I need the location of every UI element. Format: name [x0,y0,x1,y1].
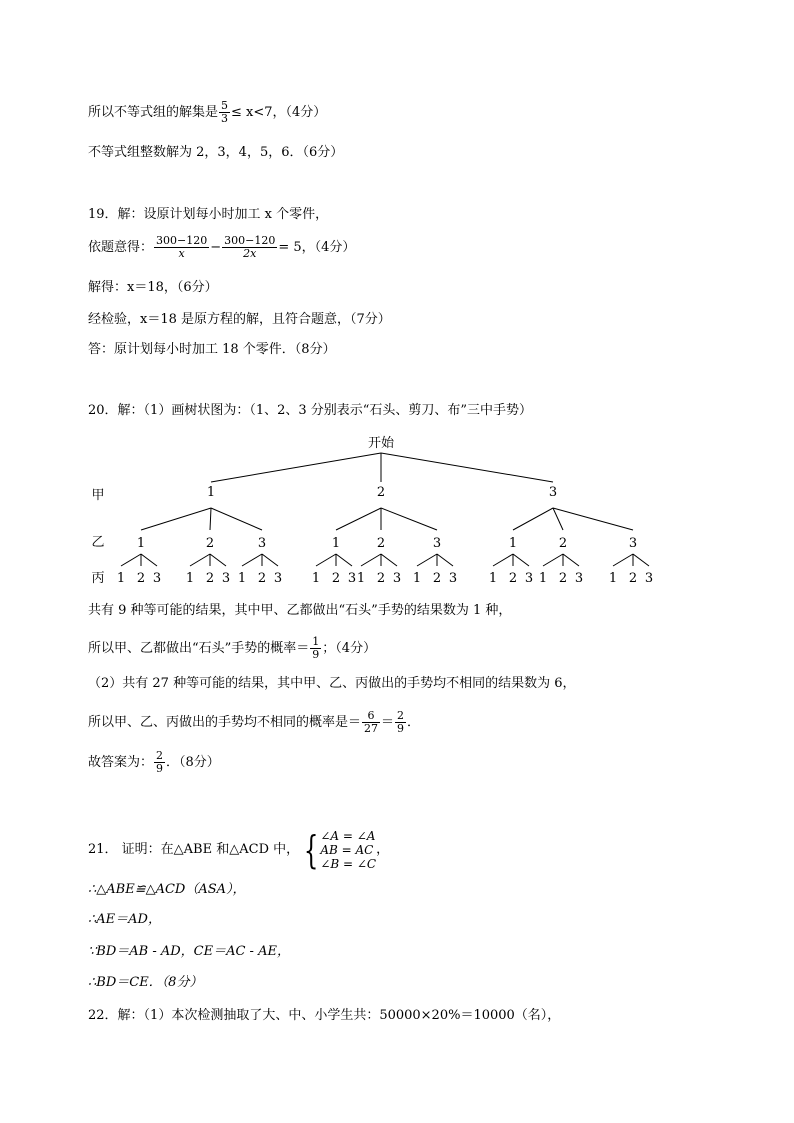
q19-minus: − [210,240,222,255]
q19-eq-prefix: 依题意得： [88,240,154,255]
q21-intro: 21． 证明：在△ABE 和△ACD 中， [88,842,300,857]
q20-final-num: 2 [156,749,164,762]
q21-l4: ∴BD＝CE．（8分） [88,975,203,990]
q19-check: 经检验，x＝18 是原方程的解，且符合题意，（7分） [88,312,391,327]
q20-prob2-suffix: ． [407,715,421,730]
q21-sys1: ∠A = ∠A [320,828,376,843]
q20-part2: （2）共有 27 种等可能的结果，其中甲、乙、丙做出的手势均不相同的结果数为 6， [88,676,576,691]
q21-intro-line [88,828,389,872]
q20-prob1-prefix: 所以甲、乙都做出“石头”手势的概率＝ [88,641,310,656]
q20-prob1-frac [310,636,321,661]
tree-branch-l3 [316,554,336,566]
tree-branch-l3 [493,554,513,566]
q22-intro: 22．解：（1）本次检测抽取了大、中、小学生共：50000×20%＝10000（名）， [88,1008,561,1023]
tree-node-l3: 2 [205,571,215,586]
tree-branch-l3 [190,554,210,566]
tree-node-l3: 3 [347,571,357,586]
tree-branch-l3 [513,554,529,566]
q21-system [320,829,376,871]
q21-l2: ∴AE＝AD， [88,912,161,927]
tree-branch-l1 [211,453,381,482]
tree-node-l3: 3 [273,571,283,586]
q20-prob2-frac2 [395,710,406,735]
tree-node-l2: 2 [205,536,215,551]
tree-node-l3: 2 [376,571,386,586]
tree-node-l3: 1 [311,571,321,586]
tree-node-l1: 2 [376,485,386,500]
q20-prob1-den: 9 [312,648,320,661]
tree-branch-l3 [262,554,278,566]
q21-sys-end: ， [376,842,390,857]
tree-row-label: 甲 [91,488,105,503]
tree-node-l2: 3 [257,536,267,551]
tree-branch-l3 [437,554,453,566]
q20-prob1-num: 1 [312,635,320,648]
q20-prob2-den1: 27 [364,722,379,735]
tree-branch-l3 [141,554,157,566]
q20-prob2-num1: 6 [362,710,380,723]
q19-eq-suffix: = 5，（4分） [278,240,356,255]
tree-branch-l1 [381,453,553,482]
tree-node-l3: 3 [644,571,654,586]
q20-prob2-den2: 9 [397,722,405,735]
tree-node-l3: 2 [558,571,568,586]
tree-node-l3: 3 [448,571,458,586]
ineq-solution-rest: ≤ x<7，（4分） [231,105,327,120]
tree-row-label: 乙 [91,535,105,550]
q19-frac1-num: 300−120 [156,234,208,247]
tree-branch-l2 [211,508,262,530]
tree-node-l3: 1 [488,571,498,586]
tree-branch-l2 [513,508,553,530]
tree-node-l1: 1 [206,485,216,500]
tree-node-l3: 3 [392,571,402,586]
q19-frac2-num: 300−120 [224,234,276,247]
q20-prob2-prefix: 所以甲、乙、丙做出的手势均不相同的概率是＝ [88,715,362,730]
tree-node-l3: 1 [116,571,126,586]
tree-node-l3: 1 [608,571,618,586]
tree-node-l3: 2 [508,571,518,586]
q20-prob2-frac1 [362,710,380,735]
q20-prob1 [88,636,376,661]
tree-row-label: 丙 [91,571,105,586]
tree-branch-l3 [242,554,262,566]
tree-node-l3: 1 [538,571,548,586]
ineq-integer-solutions: 不等式组整数解为 2，3，4，5，6．（6分） [88,145,344,160]
ineq-solution-prefix: 所以不等式组的解集是 [88,105,219,120]
tree-node-l2: 3 [432,536,442,551]
q21-sys3: ∠B = ∠C [320,856,377,871]
tree-node-l3: 3 [574,571,584,586]
tree-node-l3: 2 [331,571,341,586]
tree-branch-l2 [553,508,633,530]
tree-node-l1: 3 [548,485,558,500]
tree-node-l2: 1 [331,536,341,551]
q20-final-frac [154,750,165,775]
q20-final-prefix: 故答案为： [88,755,154,770]
tree-branch-l3 [563,554,579,566]
tree-branch-l3 [633,554,649,566]
tree-node-l3: 1 [185,571,195,586]
tree-branch-l3 [613,554,633,566]
tree-node-l3: 2 [257,571,267,586]
tree-node-l2: 3 [628,536,638,551]
q21-sys2: AB = AC [320,842,374,857]
tree-node-l2: 2 [376,536,386,551]
tree-branch-l3 [210,554,226,566]
q20-prob2-num2: 2 [397,709,405,722]
tree-branch-l3 [121,554,141,566]
tree-node-l2: 1 [136,536,146,551]
q20-final-den: 9 [156,762,164,775]
tree-branch-l2 [553,508,563,530]
tree-node-l3: 1 [412,571,422,586]
q21-l3: ∵BD＝AB - AD，CE＝AC - AE， [88,944,290,959]
q20-result1: 共有 9 种等可能的结果，其中甲、乙都做出“石头”手势的结果数为 1 种， [88,603,512,618]
tree-branch-l3 [361,554,381,566]
tree-node-l2: 2 [558,536,568,551]
tree-node-l3: 3 [524,571,534,586]
tree-node-l3: 2 [628,571,638,586]
q19-intro: 19．解：设原计划每小时加工 x 个零件， [88,207,329,222]
tree-branch-l2 [381,508,437,530]
tree-branch-l3 [417,554,437,566]
q20-prob2 [88,710,420,735]
tree-node-l3: 3 [152,571,162,586]
q19-answer: 答：原计划每小时加工 18 个零件．（8分） [88,342,336,357]
tree-node-l3: 2 [136,571,146,586]
tree-root-label: 开始 [367,436,395,451]
ineq-frac-den: 3 [221,112,229,125]
tree-branch-l3 [336,554,352,566]
q20-prob1-suffix: ；（4分） [322,641,377,656]
tree-branch-l2 [141,508,211,530]
ineq-frac-num: 5 [221,99,229,112]
tree-branch-l3 [543,554,563,566]
tree-node-l3: 3 [221,571,231,586]
tree-node-l3: 2 [432,571,442,586]
tree-branch-l2 [210,508,211,530]
q20-final [88,750,220,775]
tree-node-l3: 1 [237,571,247,586]
q21-brace: { [303,827,319,872]
q20-final-suffix: ．（8分） [166,755,220,770]
tree-node-l3: 1 [356,571,366,586]
tree-branch-l3 [381,554,397,566]
tree-node-l2: 1 [508,536,518,551]
q19-frac2-den: 2x [243,247,257,260]
q20-prob2-eq: ＝ [381,715,395,730]
q21-l1: ∴△ABE≌△ACD（ASA）， [88,882,246,897]
q20-intro: 20．解：（1）画树状图为：（1、2、3 分别表示“石头、剪刀、布”三中手势） [88,403,533,418]
q19-frac1-den: x [178,247,185,260]
q19-solve: 解得：x＝18，（6分） [88,280,218,295]
tree-branch-l2 [336,508,381,530]
